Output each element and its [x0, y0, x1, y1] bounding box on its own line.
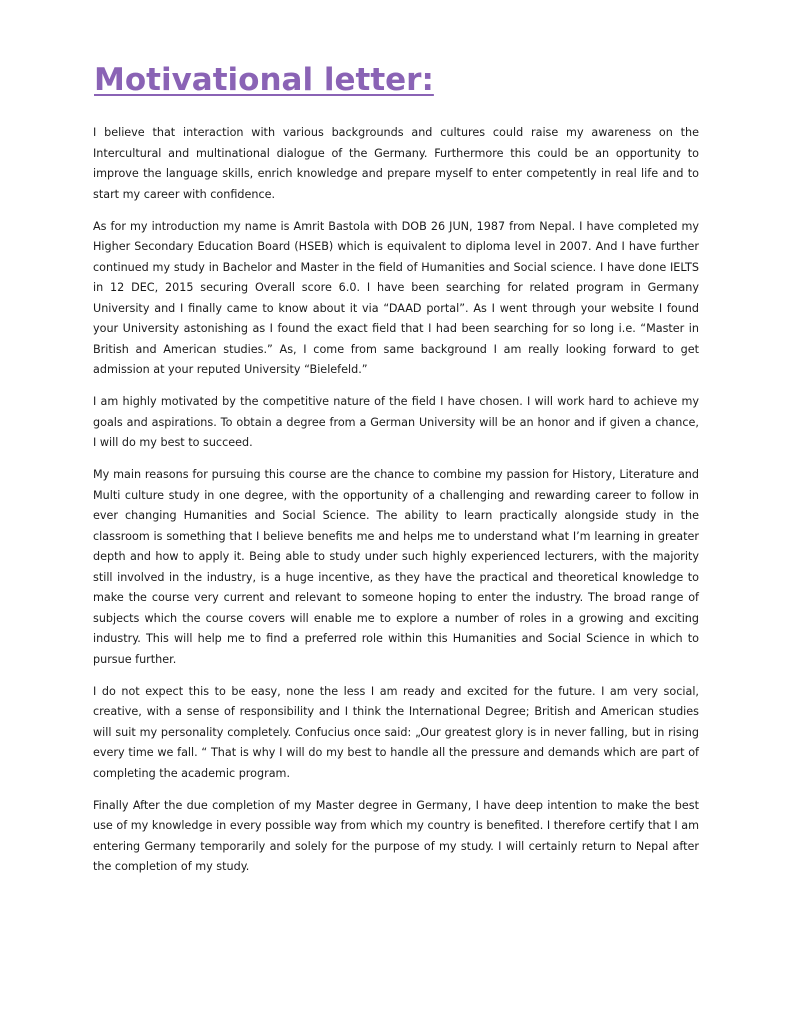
letter-body	[93, 123, 699, 889]
paragraph-reasons: My main reasons for pursuing this course are the chance to combine my passion for History, Literature and Multi culture study in one degree, with the opportunity of a challenging and rewarding career to follow in ever changing Humanities and Social Science. The ability to learn practically alongside study in the classroom is something that I believe benefits me and helps me to understand what I’m learning in greater depth and how to apply it. Being able to study under such highly experienced lecturers, with the majority still involved in the industry, is a huge incentive, as they have the practical and theoretical knowledge to make the course very current and relevant to someone hoping to enter the industry. The broad range of subjects which the course covers will enable me to explore a number of roles in a growing and exciting industry. This will help me to find a preferred role within this Humanities and Social Science in which to pursue further.	[93, 468, 699, 666]
paragraph-introduction: I believe that interaction with various backgrounds and cultures could raise my awareness on the Intercultural and multinational dialogue of the Germany. Furthermore this could be an opportunity to improve the language skills, enrich knowledge and prepare myself to enter competently in real life and to start my career with confidence.	[93, 126, 699, 201]
paragraph-background: As for my introduction my name is Amrit Bastola with DOB 26 JUN, 1987 from Nepal. I have completed my Higher Secondary Education Board (HSEB) which is equivalent to diploma level in 2007. And I have further continued my study in Bachelor and Master in the field of Humanities and Social science. I have done IELTS in 12 DEC, 2015 securing Overall score 6.0. I have been searching for related program in Germany University and I finally came to know about it via “DAAD portal”. As I went through your website I found your University astonishing as I found the exact field that I had been searching for so long i.e. “Master in British and American studies.” As, I come from same background I am really looking forward to get admission at your reputed University “Bielefeld.”	[93, 219, 699, 376]
paragraph-personality: I do not expect this to be easy, none the less I am ready and excited for the future. I am very social, creative, with a sense of responsibility and I think the International Degree; British and American studies will suit my personality completely. Confucius once said: „Our greatest glory is in never falling, but in rising every time we fall. “ That is why I will do my best to handle all the pressure and demands which are part of completing the academic program.	[93, 684, 699, 780]
paragraph-conclusion: Finally After the due completion of my Master degree in Germany, I have deep intention to make the best use of my knowledge in every possible way from which my country is benefited. I therefore certify that I am entering Germany temporarily and solely for the purpose of my study. I will certainly return to Nepal after the completion of my study.	[93, 798, 699, 873]
page-title: Motivational letter:	[94, 62, 434, 98]
paragraph-motivation: I am highly motivated by the competitive nature of the field I have chosen. I will work hard to achieve my goals and aspirations. To obtain a degree from a German University will be an honor and if given a chance, I will do my best to succeed.	[93, 395, 699, 449]
